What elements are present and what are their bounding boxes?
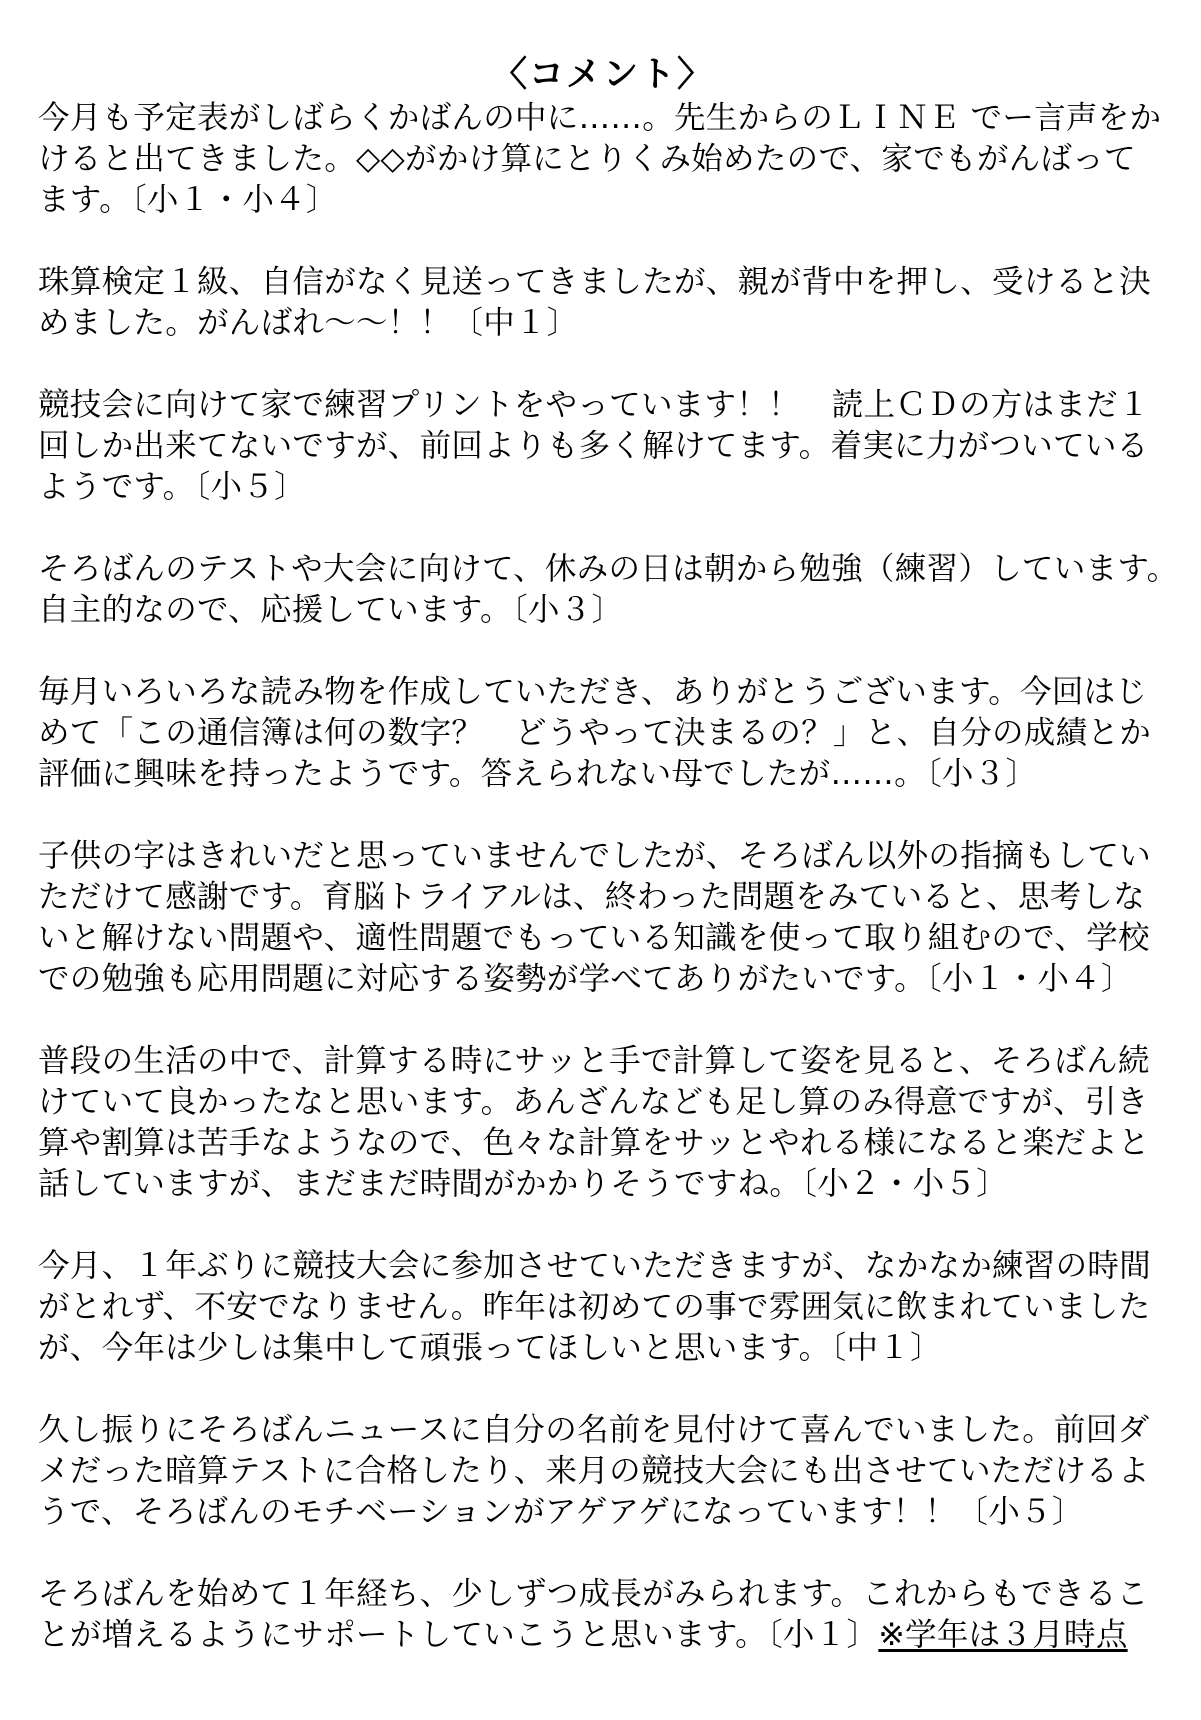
comment-line: ようです。〔小５〕 [38, 469, 306, 505]
comment-line: ます。〔小１・小４〕 [38, 182, 338, 218]
comment-item [38, 1574, 1168, 1656]
comment-line: そろばんを始めて１年経ち、少しずつ成長がみられます。これからもできるこ [38, 1576, 1149, 1612]
comment-line: がとれず、不安でなりません。昨年は初めての事で雰囲気に飲まれていました [38, 1289, 1151, 1325]
comment-item [38, 385, 1168, 508]
comment-item [38, 836, 1168, 1000]
comment-line [38, 1615, 1168, 1656]
comment-line: 珠算検定１級、自信がなく見送ってきましたが、親が背中を押し、受けると決 [38, 264, 1152, 300]
comment-item [38, 1246, 1168, 1369]
comment-line: 回しか出来てないですが、前回よりも多く解けてます。着実に力がついている [38, 428, 1149, 464]
comment-line: めて「この通信簿は何の数字？ どうやって決まるの？」と、自分の成績とか [38, 715, 1152, 751]
comment-list [38, 98, 1179, 1656]
grade-note: ※学年は３月時点 [878, 1617, 1128, 1653]
comment-item [38, 98, 1168, 221]
comment-line: メだった暗算テストに合格したり、来月の競技大会にも出させていただけるよ [38, 1453, 1150, 1489]
comment-item [38, 262, 1168, 344]
comment-line: 子供の字はきれいだと思っていませんでしたが、そろばん以外の指摘もしてい [38, 838, 1152, 874]
comment-item [38, 1041, 1168, 1205]
comment-line: けると出てきました。◇◇がかけ算にとりくみ始めたので、家でもがんばって [38, 141, 1136, 177]
comment-item [38, 1410, 1168, 1533]
comment-line: 普段の生活の中で、計算する時にサッと手で計算して姿を見ると、そろばん続 [38, 1043, 1150, 1079]
comment-item [38, 549, 1179, 631]
comment-sheet [38, 52, 1179, 1697]
comment-line: での勉強も応用問題に対応する姿勢が学べてありがたいです。〔小１・小４〕 [38, 961, 1133, 997]
comment-line: 今月も予定表がしばらくかばんの中に……。先生からのＬＩＮＥ でー言声をか [38, 100, 1162, 136]
comment-line: 自主的なので、応援しています。〔小３〕 [38, 592, 624, 628]
comment-line: うで、そろばんのモチベーションがアゲアゲになっています！！〔小５〕 [38, 1494, 1084, 1530]
comment-line-text: とが増えるようにサポートしていこうと思います。〔小１〕 [38, 1617, 879, 1653]
comment-line: 算や割算は苦手なようなので、色々な計算をサッとやれる様になると楽だよと [38, 1125, 1150, 1161]
page-title: 〈コメント〉 [491, 55, 714, 95]
comment-line: 競技会に向けて家で練習プリントをやっています！！ 読上ＣＤの方はまだ１ [38, 387, 1150, 423]
comment-line: めました。がんばれ～～！！〔中１〕 [38, 305, 579, 341]
comment-line: が、今年は少しは集中して頑張ってほしいと思います。〔中１〕 [38, 1330, 942, 1366]
comment-line: 毎月いろいろな読み物を作成していただき、ありがとうございます。今回はじ [38, 674, 1148, 710]
comment-line: ただけて感謝です。育脳トライアルは、終わった問題をみていると、思考しな [38, 879, 1146, 915]
comment-line: いと解けない問題や、適性問題でもっている知識を使って取り組むので、学校 [38, 920, 1150, 956]
comment-line: 今月、１年ぶりに競技大会に参加させていただきますが、なかなか練習の時間 [38, 1248, 1152, 1284]
comment-line: けていて良かったなと思います。あんざんなども足し算のみ得意ですが、引き [38, 1084, 1149, 1120]
comment-line: 評価に興味を持ったようです。答えられない母でしたが……。〔小３〕 [38, 756, 1038, 792]
comment-line: 話していますが、まだまだ時間がかかりそうですね。〔小２・小５〕 [38, 1166, 1009, 1202]
comment-line: 久し振りにそろばんニュースに自分の名前を見付けて喜んでいました。前回ダ [38, 1412, 1150, 1448]
comment-line: そろばんのテストや大会に向けて、休みの日は朝から勉強（練習）しています。 [38, 551, 1179, 587]
comment-item [38, 672, 1168, 795]
